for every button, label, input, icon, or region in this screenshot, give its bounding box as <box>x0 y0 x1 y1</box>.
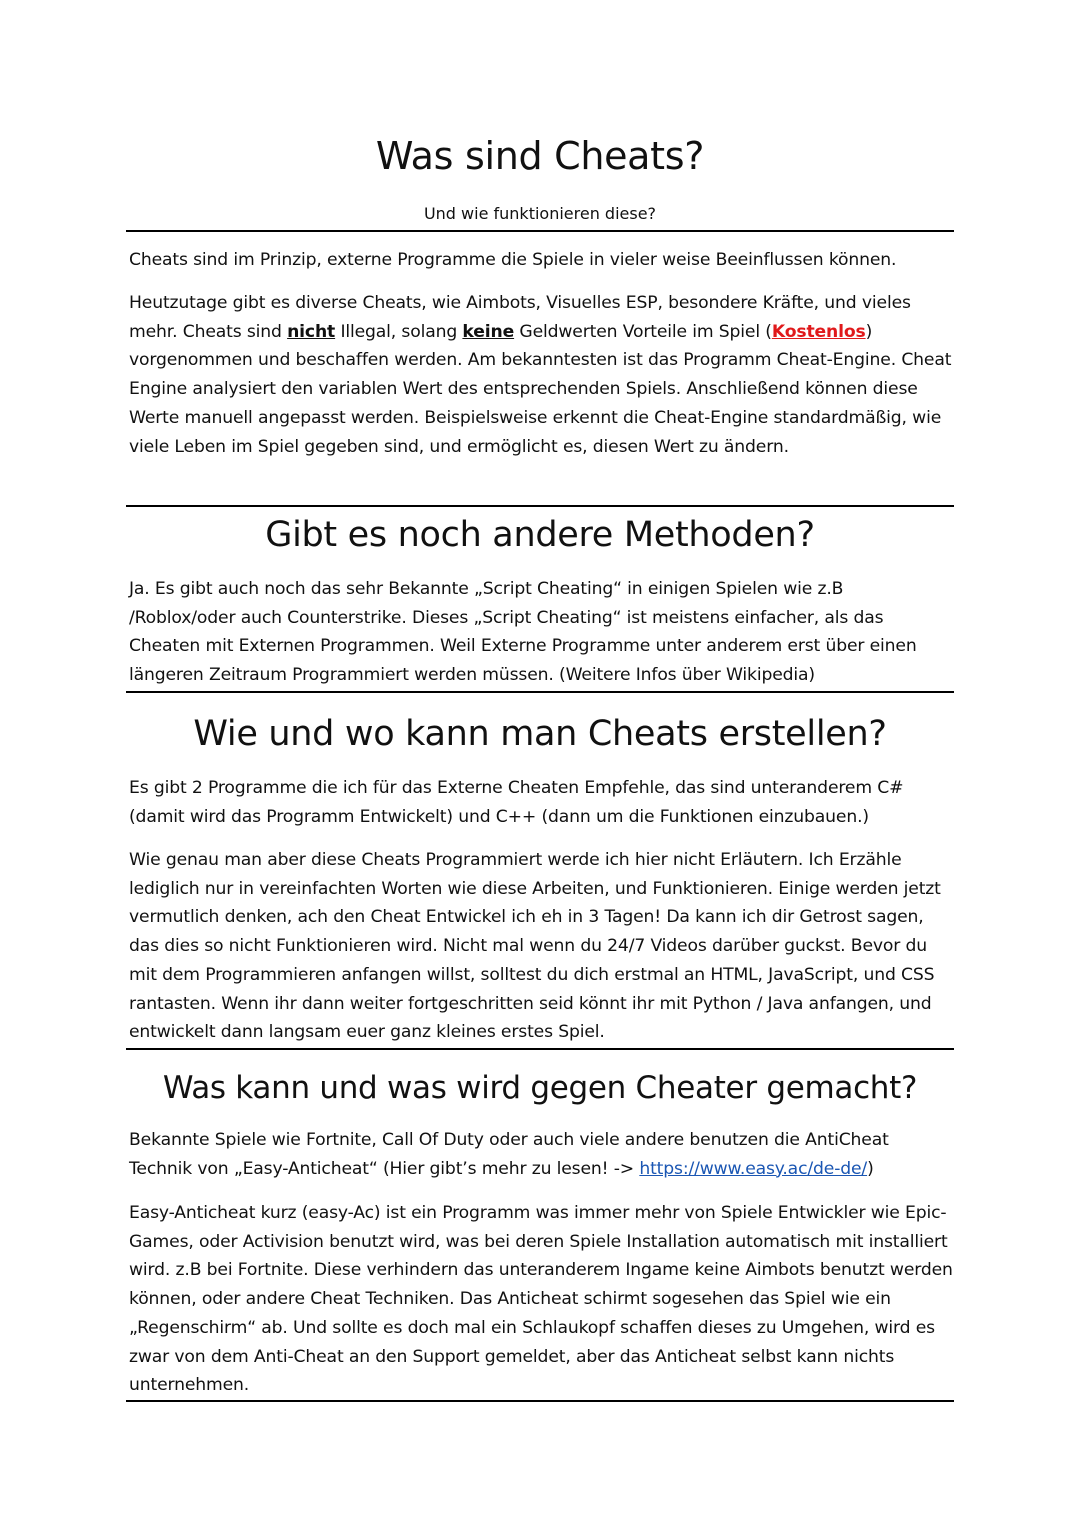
emphasis-kostenlos: Kostenlos <box>771 321 866 342</box>
emphasis-nicht: nicht <box>287 321 336 342</box>
text-run: Bekannte Spiele wie Fortnite, Call Of Duty oder auch viele andere benutzen die AntiCheat Technik von „Easy-Anticheat“ (Hier gibt’s mehr zu lesen! -> <box>129 1130 889 1179</box>
text-run: Heutzutage gibt es diverse Cheats, wie Aimbots, Visuelles ESP, besondere Kräfte, und vieles mehr. Cheats sind <box>129 293 911 342</box>
paragraph: Ja. Es gibt auch noch das sehr Bekannte „Script Cheating“ in einigen Spielen wie z.B /Roblox/oder auch Counterstrike. Dieses „Script Cheating“ ist meistens einfacher, als das Cheaten mit Externen Programmen. Weil Externe Programme unter anderem erst über einen längeren Zeitraum Programmiert werden müssen. (Weitere Infos über Wikipedia) <box>129 579 917 686</box>
paragraph <box>129 1126 953 1183</box>
paragraph: Cheats sind im Prinzip, externe Programme die Spiele in vieler weise Beeinflussen können. <box>129 250 897 270</box>
page-title: Was sind Cheats? <box>375 134 705 178</box>
text-run: ) <box>867 1158 874 1179</box>
text-run: Illegal, solang <box>335 321 463 342</box>
paragraph <box>129 289 953 461</box>
divider-line <box>126 1400 954 1402</box>
section-heading: Was kann und was wird gegen Cheater gemacht? <box>162 1070 918 1106</box>
divider-line <box>126 691 954 693</box>
page-subtitle: Und wie funktionieren diese? <box>423 204 657 223</box>
paragraph: Wie genau man aber diese Cheats Programmiert werde ich hier nicht Erläutern. Ich Erzähle lediglich nur in vereinfachten Worten wie diese Arbeiten, und Funktionieren. Einige werden jetzt vermutlich denken, ach den Cheat Entwickel ich eh in 3 Tagen! Da kann ich dir Getrost sagen, das dies so nicht Funktionieren wird. Nicht mal wenn du 24/7 Videos darüber guckst. Bevor du mit dem Programmieren anfangen willst, solltest du dich erstmal an HTML, JavaScript, und CSS rantasten. Wenn ihr dann weiter fortgeschritten seid könnt ihr mit Python / Java anfangen, und entwickelt dann langsam euer ganz kleines erstes Spiel. <box>129 850 941 1043</box>
easy-ac-link[interactable]: https://www.easy.ac/de-de/ <box>639 1158 868 1179</box>
divider-line <box>126 505 954 507</box>
divider-line <box>126 230 954 232</box>
divider-line <box>126 1048 954 1050</box>
emphasis-keine: keine <box>462 321 515 342</box>
text-run: Geldwerten Vorteile im Spiel ( <box>514 321 772 342</box>
section-heading: Wie und wo kann man Cheats erstellen? <box>193 714 887 754</box>
paragraph: Easy-Anticheat kurz (easy-Ac) ist ein Programm was immer mehr von Spiele Entwickler wie Epic-Games, oder Activision benutzt wird, was bei deren Spiele Installation automatisch mit installiert wird. z.B bei Fortnite. Diese verhindern das unteranderem Ingame keine Aimbots benutzt werden können, oder andere Cheat Techniken. Das Anticheat schirmt sogesehen das Spiel wie ein „Regenschirm“ ab. Und sollte es doch mal ein Schlaukopf schaffen dieses zu Umgehen, wird es zwar von dem Anti-Cheat an den Support gemeldet, aber das Anticheat selbst kann nichts unternehmen. <box>129 1203 953 1396</box>
text-run: ) vorgenommen und beschaffen werden. Am bekanntesten ist das Programm Cheat-Engine. Cheat Engine analysiert den variablen Wert des entsprechenden Spiels. Anschließend können diese Werte manuell angepasst werden. Beispielsweise erkennt die Cheat-Engine standardmäßig, wie viele Leben im Spiel gegeben sind, und ermöglicht es, diesen Wert zu ändern. <box>129 321 952 457</box>
paragraph: Es gibt 2 Programme die ich für das Externe Cheaten Empfehle, das sind unteranderem C# (damit wird das Programm Entwickelt) und C++ (dann um die Funktionen einzubauen.) <box>129 778 904 827</box>
section-heading: Gibt es noch andere Methoden? <box>265 515 815 555</box>
